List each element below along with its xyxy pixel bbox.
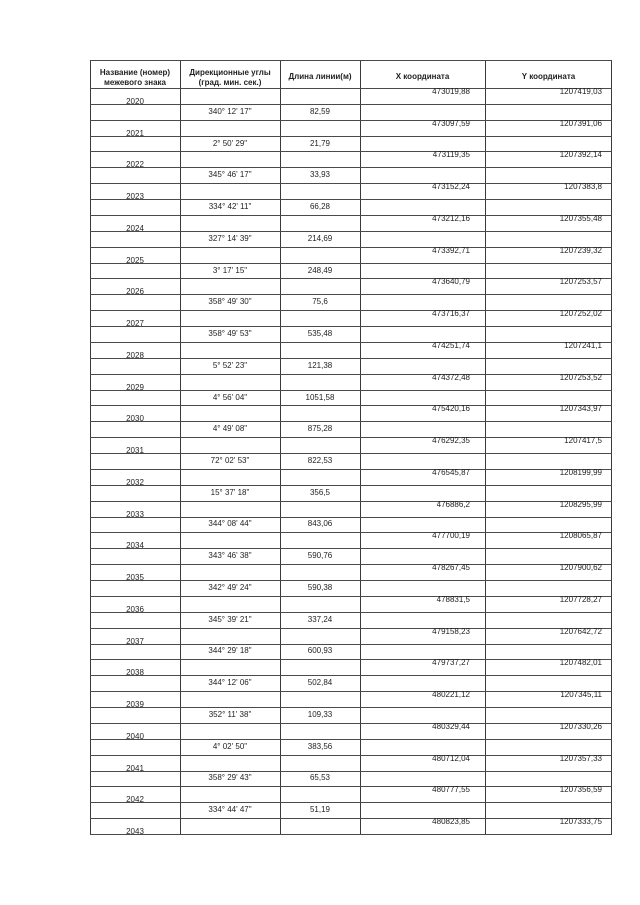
point-x: 477700,19 xyxy=(432,531,470,541)
point-name: 2024 xyxy=(126,223,144,233)
segment-length: 383,56 xyxy=(307,741,333,751)
point-x: 479737,27 xyxy=(432,658,470,668)
point-y: 1207355,48 xyxy=(559,213,602,223)
segment-angle: 345° 46' 17" xyxy=(208,170,252,180)
point-y: 1207253,52 xyxy=(559,372,602,382)
point-y: 1207345,11 xyxy=(560,690,602,700)
segment-length: 502,84 xyxy=(307,678,333,688)
segment-angle: 344° 12' 06" xyxy=(208,678,252,688)
point-y: 1208199,99 xyxy=(559,467,602,477)
segment-angle: 4° 56' 04" xyxy=(212,392,248,402)
point-y: 1207330,26 xyxy=(559,721,602,731)
segment-angle: 327° 14' 39" xyxy=(208,233,252,243)
point-name: 2025 xyxy=(126,255,144,265)
point-x: 473212,16 xyxy=(432,213,470,223)
point-x: 480221,12 xyxy=(432,690,470,700)
segment-length: 109,33 xyxy=(307,709,333,719)
point-x: 478267,45 xyxy=(432,563,470,573)
segment-angle: 344° 08' 44" xyxy=(208,519,252,529)
header-length: Длина линии(м) xyxy=(288,72,352,81)
point-name: 2031 xyxy=(126,446,144,456)
point-x: 473640,79 xyxy=(432,277,470,287)
point-x: 474251,74 xyxy=(432,340,470,350)
point-x: 478831,5 xyxy=(436,594,470,604)
segment-length: 33,93 xyxy=(309,170,331,180)
point-x: 474372,48 xyxy=(432,372,470,382)
point-x: 473392,71 xyxy=(432,245,470,255)
point-name: 2030 xyxy=(126,414,144,424)
point-x: 473152,24 xyxy=(432,182,470,192)
point-y: 1208295,99 xyxy=(559,499,602,509)
point-x: 473097,59 xyxy=(432,118,470,128)
segment-angle: 5° 52' 23" xyxy=(212,360,248,370)
segment-length: 356,5 xyxy=(309,487,331,497)
point-x: 473716,37 xyxy=(432,309,470,319)
point-y: 1207252,02 xyxy=(559,309,602,319)
point-name: 2038 xyxy=(126,668,144,678)
segment-length: 65,53 xyxy=(309,773,331,783)
point-name: 2027 xyxy=(126,319,144,329)
segment-length: 590,76 xyxy=(307,551,333,561)
point-name: 2020 xyxy=(126,96,144,106)
segment-length: 1051,58 xyxy=(305,392,335,402)
point-name: 2033 xyxy=(126,509,144,519)
point-y: 1207482,01 xyxy=(559,658,602,668)
segment-length: 875,28 xyxy=(307,424,333,434)
point-x: 473119,35 xyxy=(432,150,470,160)
header-name: Название (номер) межевого знака xyxy=(99,68,171,87)
segment-angle: 358° 29' 43" xyxy=(208,773,252,783)
grid-vline xyxy=(360,60,361,834)
point-y: 1207343,97 xyxy=(559,404,602,414)
point-y: 1207419,03 xyxy=(559,87,602,96)
point-y: 1207357,33 xyxy=(559,753,602,763)
point-y: 1207333,75 xyxy=(559,817,602,827)
point-x: 480712,04 xyxy=(432,753,470,763)
point-name: 2034 xyxy=(126,541,144,551)
point-y: 1207356,59 xyxy=(559,785,602,795)
segment-length: 66,28 xyxy=(309,202,331,212)
segment-angle: 334° 42' 11" xyxy=(208,202,252,212)
segment-length: 590,38 xyxy=(307,582,333,592)
point-name: 2040 xyxy=(126,731,144,741)
segment-length: 337,24 xyxy=(307,614,333,624)
point-name: 2043 xyxy=(126,827,144,836)
point-name: 2022 xyxy=(126,160,144,170)
header-angle: Дирекционные углы (град. мин. сек.) xyxy=(189,68,271,87)
point-name: 2041 xyxy=(126,763,144,773)
point-x: 476292,35 xyxy=(432,436,470,446)
segment-angle: 72° 02' 53" xyxy=(210,456,250,465)
segment-angle: 358° 49' 30" xyxy=(208,297,252,307)
point-name: 2028 xyxy=(126,350,144,360)
point-y: 1207239,32 xyxy=(559,245,602,255)
segment-length: 21,79 xyxy=(309,138,331,148)
segment-length: 214,69 xyxy=(307,233,333,243)
point-y: 1207253,57 xyxy=(559,277,602,287)
point-x: 476545,87 xyxy=(432,467,470,477)
point-y: 1207728,27 xyxy=(559,594,602,604)
point-name: 2042 xyxy=(126,795,144,805)
segment-length: 248,49 xyxy=(307,265,333,275)
point-x: 476886,2 xyxy=(436,499,470,509)
point-name: 2023 xyxy=(126,192,144,202)
point-y: 1207383,8 xyxy=(564,182,602,192)
segment-length: 121,38 xyxy=(307,360,333,370)
point-name: 2021 xyxy=(126,128,144,138)
segment-length: 843,06 xyxy=(307,519,333,529)
grid-vline xyxy=(611,60,612,834)
segment-angle: 344° 29' 18" xyxy=(208,646,252,656)
segment-angle: 3° 17' 15" xyxy=(212,265,248,275)
point-x: 475420,16 xyxy=(432,404,470,414)
point-name: 2039 xyxy=(126,700,144,710)
point-x: 479158,23 xyxy=(432,626,470,636)
point-name: 2029 xyxy=(126,382,144,392)
segment-angle: 352° 11' 38" xyxy=(208,709,252,719)
header-x: X координата xyxy=(395,72,450,81)
segment-angle: 15° 37' 18" xyxy=(210,487,250,497)
segment-angle: 4° 49' 08" xyxy=(212,424,248,434)
point-name: 2036 xyxy=(126,604,144,614)
point-x: 480329,44 xyxy=(432,721,470,731)
segment-length: 82,59 xyxy=(309,106,331,116)
point-x: 473019,88 xyxy=(432,87,470,96)
segment-angle: 343° 46' 38" xyxy=(208,551,252,561)
segment-angle: 4° 02' 50" xyxy=(212,741,248,751)
segment-angle: 358° 49' 53" xyxy=(208,329,252,339)
grid-vline xyxy=(485,60,486,834)
point-y: 1207241,1 xyxy=(564,340,602,350)
point-y: 1207392,14 xyxy=(559,150,602,160)
segment-angle: 342° 49' 24" xyxy=(208,582,252,592)
point-name: 2026 xyxy=(126,287,144,297)
point-x: 480777,55 xyxy=(432,785,470,795)
point-name: 2035 xyxy=(126,573,144,583)
segment-length: 75,6 xyxy=(312,297,328,307)
segment-angle: 345° 39' 21" xyxy=(208,614,252,624)
segment-angle: 2° 50' 29" xyxy=(212,138,248,148)
point-y: 1207417,5 xyxy=(564,436,602,446)
point-name: 2032 xyxy=(126,477,144,487)
table-top-border xyxy=(90,60,612,61)
segment-angle: 334° 44' 47" xyxy=(208,805,252,815)
point-x: 480823,85 xyxy=(432,817,470,827)
coordinates-table xyxy=(90,60,612,834)
segment-length: 822,53 xyxy=(307,456,333,465)
point-y: 1207900,62 xyxy=(559,563,602,573)
point-y: 1207642,72 xyxy=(559,626,602,636)
point-y: 1208065,87 xyxy=(559,531,602,541)
segment-length: 51,19 xyxy=(309,805,331,815)
header-y: Y координата xyxy=(521,72,576,81)
segment-angle: 340° 12' 17" xyxy=(208,106,252,116)
point-name: 2037 xyxy=(126,636,144,646)
segment-length: 535,48 xyxy=(307,329,333,339)
segment-length: 600,93 xyxy=(307,646,333,656)
point-y: 1207391,06 xyxy=(559,118,602,128)
